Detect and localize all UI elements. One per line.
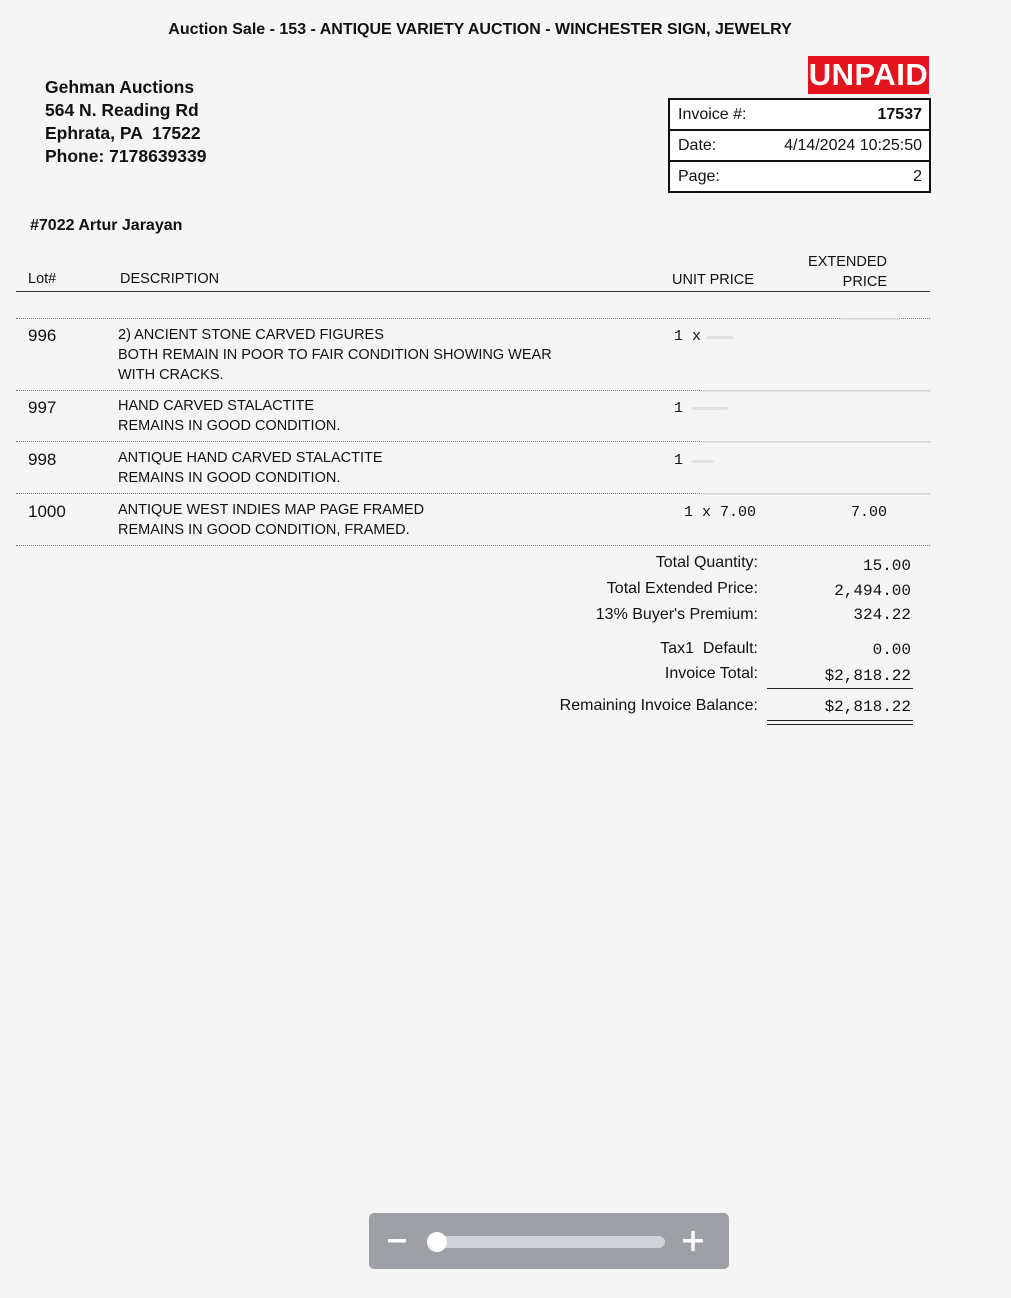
buyers-premium-label: 13% Buyer's Premium: xyxy=(595,606,758,623)
col-unit-price-header: UNIT PRICE xyxy=(672,272,754,288)
item-description-line: ANTIQUE WEST INDIES MAP PAGE FRAMED xyxy=(118,502,425,518)
invoice-date-row xyxy=(670,129,929,160)
tax-amount: 0.00 xyxy=(872,641,911,659)
company-phone: Phone: 7178639339 xyxy=(45,146,207,166)
item-description-line: BOTH REMAIN IN POOR TO FAIR CONDITION SHOWING WEAR xyxy=(118,347,552,363)
plus-icon xyxy=(683,1219,703,1263)
lot-number: 997 xyxy=(28,398,57,417)
company-address-line1: 564 N. Reading Rd xyxy=(45,100,199,120)
invoice-page-row xyxy=(670,160,929,191)
col-extended-line2: PRICE xyxy=(842,274,887,290)
total-quantity: 15.00 xyxy=(862,557,911,575)
redaction-smudge xyxy=(700,493,930,495)
buyers-premium: 324.22 xyxy=(853,606,911,624)
unit-price: 1 xyxy=(674,400,684,417)
invoice-info-box xyxy=(668,98,931,193)
redaction-smudge xyxy=(700,441,930,443)
unpaid-stamp: UNPAID xyxy=(808,57,929,92)
balance-double-underline xyxy=(767,720,913,721)
zoom-slider-thumb[interactable] xyxy=(427,1232,447,1252)
lot-number: 1000 xyxy=(28,502,66,521)
total-underline xyxy=(767,688,913,689)
extended-price: 7.00 xyxy=(851,504,888,521)
lot-number: 998 xyxy=(28,450,57,469)
invoice-total: $2,818.22 xyxy=(824,667,911,685)
item-description-line: REMAINS IN GOOD CONDITION, FRAMED. xyxy=(118,522,410,538)
company-address-line2: Ephrata, PA 17522 xyxy=(45,123,201,143)
remaining-balance-label: Remaining Invoice Balance: xyxy=(559,697,758,714)
redaction-smudge xyxy=(700,390,930,392)
invoice-number: 17537 xyxy=(877,105,922,123)
total-quantity-label: Total Quantity: xyxy=(655,554,758,571)
customer-name: #7022 Artur Jarayan xyxy=(30,217,183,234)
total-extended-label: Total Extended Price: xyxy=(606,580,758,597)
invoice-total-label: Invoice Total: xyxy=(664,665,758,682)
col-extended-line1: EXTENDED xyxy=(808,254,887,270)
item-description-line: 2) ANCIENT STONE CARVED FIGURES xyxy=(118,327,384,343)
redaction-smudge xyxy=(692,460,714,463)
remaining-balance: $2,818.22 xyxy=(824,698,911,716)
unit-price: 1 x xyxy=(674,328,702,345)
invoice-date-label: Date: xyxy=(678,136,717,154)
item-description-line: REMAINS IN GOOD CONDITION. xyxy=(118,470,341,486)
company-name: Gehman Auctions xyxy=(45,77,195,97)
invoice-date: 4/14/2024 10:25:50 xyxy=(784,136,922,154)
invoice-page-label: Page: xyxy=(678,167,720,185)
lot-number: 996 xyxy=(28,326,57,345)
item-description-line: REMAINS IN GOOD CONDITION. xyxy=(118,418,341,434)
zoom-control xyxy=(369,1213,729,1269)
company-block xyxy=(45,76,207,168)
invoice-page: 2 xyxy=(913,167,922,185)
col-extended-price-header xyxy=(790,252,887,292)
col-lot-header: Lot# xyxy=(28,271,57,287)
row-separator xyxy=(16,545,930,546)
redaction-smudge xyxy=(840,318,900,320)
minus-icon xyxy=(388,1219,406,1263)
zoom-in-button[interactable] xyxy=(673,1219,713,1263)
balance-double-underline xyxy=(767,724,913,725)
item-description xyxy=(118,396,340,436)
invoice-number-label: Invoice #: xyxy=(678,105,747,123)
redaction-smudge xyxy=(692,407,728,410)
zoom-out-button[interactable] xyxy=(377,1219,417,1263)
item-description-line: WITH CRACKS. xyxy=(118,367,224,383)
item-description xyxy=(118,325,552,385)
header-rule xyxy=(16,291,930,292)
tax-label: Tax1 Default: xyxy=(660,640,758,657)
item-description xyxy=(118,448,383,488)
invoice-number-row xyxy=(670,100,929,129)
sale-title: Auction Sale - 153 - ANTIQUE VARIETY AUCTION - WINCHESTER SIGN, JEWELRY xyxy=(168,21,792,38)
zoom-slider[interactable] xyxy=(427,1236,665,1248)
item-description-line: ANTIQUE HAND CARVED STALACTITE xyxy=(118,450,383,466)
redaction-smudge xyxy=(706,336,734,339)
item-description xyxy=(118,500,424,540)
col-description-header: DESCRIPTION xyxy=(120,271,220,287)
item-description-line: HAND CARVED STALACTITE xyxy=(118,398,315,414)
total-extended-price: 2,494.00 xyxy=(834,582,911,600)
unit-price: 1 xyxy=(674,452,684,469)
unit-price: 1 x 7.00 xyxy=(684,504,757,521)
row-separator xyxy=(16,318,930,319)
